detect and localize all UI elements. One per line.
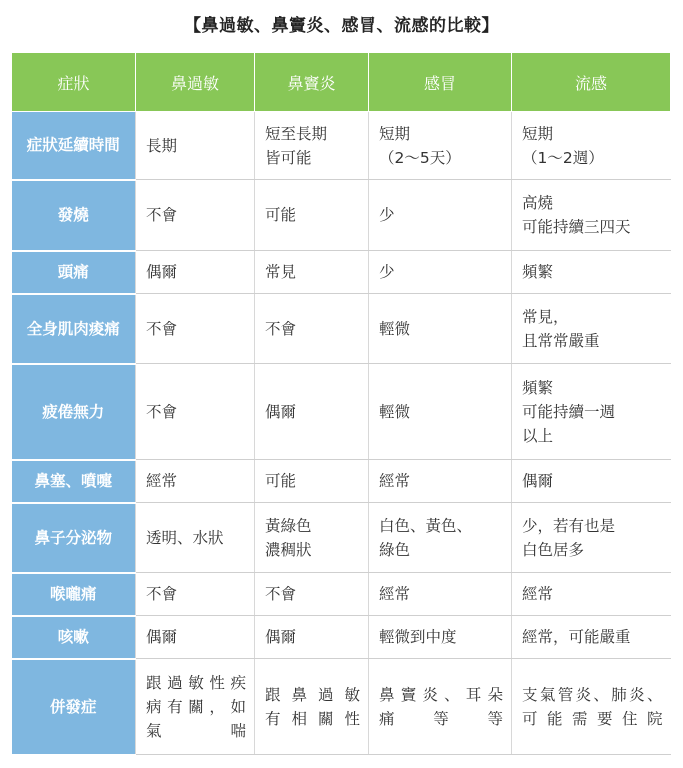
table-cell: 可能 bbox=[255, 180, 369, 251]
table-cell: 不會 bbox=[136, 364, 255, 460]
row-label: 症狀延續時間 bbox=[12, 112, 136, 180]
table-cell: 偶爾 bbox=[512, 460, 671, 503]
table-cell: 輕微 bbox=[369, 364, 512, 460]
table-cell: 少，若有也是 白色居多 bbox=[512, 503, 671, 573]
table-row bbox=[12, 503, 671, 573]
table-cell: 常見， 且常常嚴重 bbox=[512, 294, 671, 364]
table-row bbox=[12, 659, 671, 755]
table-row bbox=[12, 573, 671, 616]
table-cell: 經常 bbox=[136, 460, 255, 503]
column-header-allergic-rhinitis: 鼻過敏 bbox=[136, 53, 255, 112]
table-cell: 短期 （1～2週） bbox=[512, 112, 671, 180]
table-row bbox=[12, 294, 671, 364]
table-cell: 少 bbox=[369, 251, 512, 294]
table-cell: 經常，可能嚴重 bbox=[512, 616, 671, 659]
row-label: 疲倦無力 bbox=[12, 364, 136, 460]
table-cell: 透明、水狀 bbox=[136, 503, 255, 573]
table-row bbox=[12, 251, 671, 294]
table-cell: 輕微到中度 bbox=[369, 616, 512, 659]
table-row bbox=[12, 616, 671, 659]
table-cell: 短期 （2～5天） bbox=[369, 112, 512, 180]
row-label: 鼻塞、噴嚏 bbox=[12, 460, 136, 503]
row-label: 頭痛 bbox=[12, 251, 136, 294]
table-cell: 不會 bbox=[136, 573, 255, 616]
row-label: 發燒 bbox=[12, 180, 136, 251]
page-title: 【鼻過敏、鼻竇炎、感冒、流感的比較】 bbox=[184, 16, 499, 36]
table-cell: 頻繁 bbox=[512, 251, 671, 294]
column-header-sinusitis: 鼻竇炎 bbox=[255, 53, 369, 112]
table-cell: 不會 bbox=[255, 294, 369, 364]
row-label: 咳嗽 bbox=[12, 616, 136, 659]
row-label: 併發症 bbox=[12, 659, 136, 755]
table-cell: 輕微 bbox=[369, 294, 512, 364]
table-cell: 高燒 可能持續三四天 bbox=[512, 180, 671, 251]
table-cell: 白色、黃色、 綠色 bbox=[369, 503, 512, 573]
table-cell: 經常 bbox=[369, 573, 512, 616]
table-cell: 黃綠色 濃稠狀 bbox=[255, 503, 369, 573]
table-cell: 少 bbox=[369, 180, 512, 251]
table-cell: 可能 bbox=[255, 460, 369, 503]
table-cell: 不會 bbox=[136, 294, 255, 364]
table-row bbox=[12, 112, 671, 180]
table-cell: 偶爾 bbox=[255, 616, 369, 659]
table-cell: 頻繁 可能持續一週 以上 bbox=[512, 364, 671, 460]
column-header-flu: 流感 bbox=[512, 53, 671, 112]
table-cell: 常見 bbox=[255, 251, 369, 294]
table-cell: 經常 bbox=[369, 460, 512, 503]
column-header-cold: 感冒 bbox=[369, 53, 512, 112]
table-cell: 支氣管炎、肺炎、 可能需要住院 bbox=[512, 659, 671, 755]
table-row bbox=[12, 180, 671, 251]
table-cell: 經常 bbox=[512, 573, 671, 616]
row-label: 全身肌肉痠痛 bbox=[12, 294, 136, 364]
table-cell: 偶爾 bbox=[136, 616, 255, 659]
table-cell: 偶爾 bbox=[255, 364, 369, 460]
table-row bbox=[12, 460, 671, 503]
comparison-table bbox=[11, 52, 671, 756]
column-header-symptom: 症狀 bbox=[12, 53, 136, 112]
table-cell: 鼻竇炎、耳朵 痛等等 bbox=[369, 659, 512, 755]
table-cell: 短至長期 皆可能 bbox=[255, 112, 369, 180]
row-label: 鼻子分泌物 bbox=[12, 503, 136, 573]
table-cell: 不會 bbox=[255, 573, 369, 616]
table-cell: 長期 bbox=[136, 112, 255, 180]
row-label: 喉嚨痛 bbox=[12, 573, 136, 616]
table-cell: 跟鼻過敏 有相關性 bbox=[255, 659, 369, 755]
table-cell: 偶爾 bbox=[136, 251, 255, 294]
table-cell: 跟過敏性疾 病有關，如 氣喘 bbox=[136, 659, 255, 755]
table-cell: 不會 bbox=[136, 180, 255, 251]
table-header-row bbox=[12, 53, 671, 112]
table-row bbox=[12, 364, 671, 460]
